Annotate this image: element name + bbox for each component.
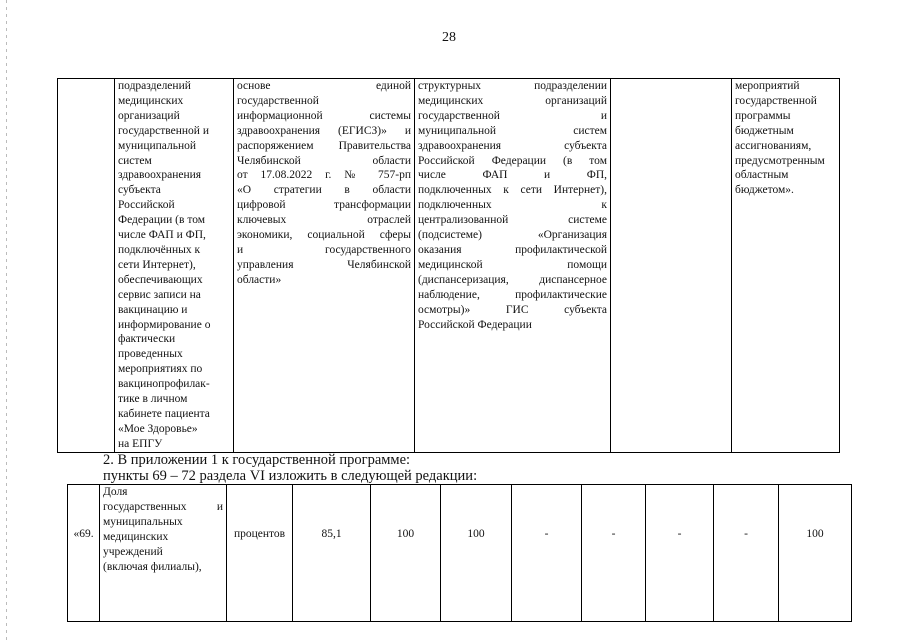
cell-text-line: наблюдение, профилактические <box>418 288 607 301</box>
indicator-name <box>100 485 227 622</box>
cell-text-line: здравоохранения <box>118 169 202 182</box>
table-cell-empty <box>611 79 732 453</box>
value-cell: - <box>714 485 779 622</box>
table-row <box>68 485 852 622</box>
cell-text-line: здравоохранения (ЕГИСЗ)» и <box>237 124 411 137</box>
cell-text-line: государственной и <box>418 109 607 122</box>
cell-text-line: государственной и <box>118 124 209 137</box>
cell-text-line: муниципальных <box>103 515 183 528</box>
value-cell: - <box>646 485 714 622</box>
cell-text-line: и государственного <box>237 243 411 256</box>
cell-text-line: обеспечивающих <box>118 273 203 286</box>
cell-text-line: муниципальной систем <box>418 124 607 137</box>
cell-text-line: подключенных к <box>418 199 607 212</box>
indicator-number: «69. <box>68 485 100 622</box>
indicator-table <box>67 484 852 622</box>
table-cell-description <box>415 79 611 453</box>
table-cell-event-name <box>115 79 234 453</box>
cell-text-line: медицинских <box>103 530 169 543</box>
cell-text-line: Доля <box>103 486 128 498</box>
continuation-table <box>57 78 840 453</box>
cell-text-line: информирование о <box>118 318 211 331</box>
cell-text-line: субъекта <box>118 184 161 197</box>
cell-text-line: сети Интернет), <box>118 258 196 271</box>
cell-text-line: «Мое Здоровье» <box>118 422 198 435</box>
cell-text-line: медицинских организаций <box>418 94 607 107</box>
cell-text-line: числе ФАП и ФП, <box>418 169 607 182</box>
cell-text-line: Челябинской области <box>237 154 411 167</box>
cell-text-line: подразделений <box>118 80 191 92</box>
cell-text-line: систем <box>118 154 152 167</box>
table-row <box>58 79 840 453</box>
cell-text-line: экономики, социальной сферы <box>237 229 411 242</box>
cell-text-line: распоряжением Правительства <box>237 139 411 152</box>
table-cell-number <box>58 79 115 453</box>
paragraph-appendix: 2. В приложении 1 к государственной программе: <box>103 452 411 468</box>
cell-text-line: фактически <box>118 333 176 346</box>
cell-text-line: ассигнованиям, <box>735 139 812 152</box>
table-cell-funding <box>732 79 840 453</box>
cell-text-line: (включая филиалы), <box>103 560 202 573</box>
cell-text-line: числе ФАП и ФП, <box>118 229 206 242</box>
cell-text-line: Российской <box>118 199 175 212</box>
value-cell: 100 <box>441 485 512 622</box>
cell-text-line: государственных и <box>103 500 223 513</box>
cell-text-line: бюджетным <box>735 124 794 137</box>
table-cell-legal-basis <box>234 79 415 453</box>
cell-text-line: осмотры)» ГИС субъекта <box>418 303 607 316</box>
cell-text-line: основе единой <box>237 80 411 92</box>
cell-text-line: вакцинопрофилак- <box>118 378 210 391</box>
cell-text-line: на ЕПГУ <box>118 437 163 450</box>
page-number: 28 <box>442 30 456 45</box>
cell-text-line: подключённых к <box>118 243 201 256</box>
cell-text-line: цифровой трансформации <box>237 199 411 212</box>
cell-text-line: Российской Федерации (в том <box>418 154 607 167</box>
cell-text-line: муниципальной <box>118 139 197 152</box>
cell-text-line: организаций <box>118 109 180 122</box>
cell-text-line: кабинете пациента <box>118 407 210 420</box>
cell-text-line: программы <box>735 109 791 122</box>
cell-text-line: мероприятий <box>735 80 800 92</box>
cell-text-line: государственной <box>735 94 817 107</box>
cell-text-line: Российской Федерации <box>418 318 532 331</box>
cell-text-line: централизованной системе <box>418 214 607 227</box>
cell-text-line: «О стратегии в области <box>237 184 411 197</box>
cell-text-line: медицинских <box>118 94 184 107</box>
cell-text-line: проведенных <box>118 348 183 361</box>
cell-text-line: государственной <box>237 94 319 107</box>
cell-text-line: предусмотренным <box>735 154 825 167</box>
cell-text-line: учреждений <box>103 545 163 558</box>
value-cell: 100 <box>779 485 852 622</box>
cell-text-line: сервис записи на <box>118 288 201 301</box>
cell-text-line: тике в личном <box>118 393 188 406</box>
cell-text-line: ключевых отраслей <box>237 214 411 227</box>
paragraph-items: пункты 69 – 72 раздела VI изложить в следующей редакции: <box>103 468 478 484</box>
cell-text-line: оказания профилактической <box>418 243 607 256</box>
cell-text-line: информационной системы <box>237 109 411 122</box>
cell-text-line: здравоохранения субъекта <box>418 139 607 152</box>
cell-text-line: (подсистеме) «Организация <box>418 229 607 242</box>
indicator-unit: процентов <box>227 485 293 622</box>
value-cell: 85,1 <box>293 485 371 622</box>
value-cell: - <box>512 485 582 622</box>
cell-text-line: управления Челябинской <box>237 258 411 271</box>
cell-text-line: бюджетом». <box>735 184 794 197</box>
left-margin-line <box>6 0 7 640</box>
value-cell: - <box>582 485 646 622</box>
cell-text-line: структурных подразделении <box>418 80 607 92</box>
value-cell: 100 <box>371 485 441 622</box>
cell-text-line: от 17.08.2022 г. № 757-рп <box>237 169 411 182</box>
cell-text-line: Федерации (в том <box>118 214 206 227</box>
cell-text-line: медицинской помощи <box>418 258 607 271</box>
cell-text-line: (диспансеризация, диспансерное <box>418 273 607 286</box>
cell-text-line: подключенных к сети Интернет), <box>418 184 607 197</box>
cell-text-line: областным <box>735 169 789 182</box>
cell-text-line: области» <box>237 273 282 286</box>
cell-text-line: мероприятиях по <box>118 363 203 376</box>
cell-text-line: вакцинацию и <box>118 303 188 316</box>
